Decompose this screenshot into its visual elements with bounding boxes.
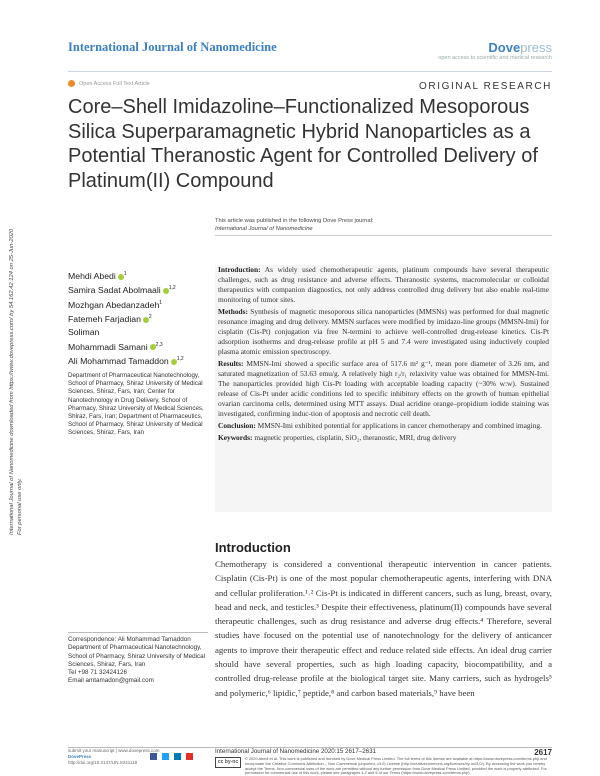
download-watermark <box>3 130 35 550</box>
correspondence-label: Correspondence: Ali Mohammad Tamaddon <box>68 636 191 643</box>
title-divider <box>215 235 552 236</box>
section-heading-introduction: Introduction <box>215 540 291 555</box>
open-access-label <box>68 80 150 87</box>
abstract-results: Results: MMSN-Imi showed a specific surface area of 517.6 m² g⁻¹, mean pore diameter of 3.26 nm, and saturated magnetization of 53.63 emu/g. A relatively high r₂/r₁ relaxivity value was obtained for MMSN-Imi. The nanoparticles provided high Cis-Pt loading with acceptable loading capacity (~30% w:w). Sustained release of Cis-Pt under acidic conditions led to specific inhibitory effects on the growth of human epithelial ovarian carcinoma cells, determined using MTT assays. Dual acridine orange–propidium iodide staining was investigated, confirming induc-tion of apoptosis and necrotic cell death. <box>218 359 549 418</box>
watermark-line-1: International Journal of Nanomedicine downloaded from https://www.dovepress.com/ by 54.162.42.124 on 25-Jun-2020 <box>9 228 15 535</box>
doi-link[interactable]: http://doi.org/10.2147/IJN.S241118 <box>68 760 138 765</box>
author[interactable]: Soliman <box>68 326 100 337</box>
author[interactable]: Mohammadi Samani $^{2,3}$ <box>68 341 163 352</box>
publisher-bold: Dove <box>488 40 521 55</box>
abstract-methods: Methods: Synthesis of magnetic mesoporous silica nanoparticles (MMSNs) was performed for dual magnetic resonance imaging and drug delivery. MMSN surfaces were modified by imidazo-line groups (MMSN-Imi) for cisplatin (Cis-Pt) conjugation via free N-termini to achieve well-controlled drug-release kinetics. Cis-Pt adsorption isotherms and drug-release profile at pH 5 and 7.4 were investigated using inductively coupled plasma atomic emission spectroscopy. <box>218 307 549 356</box>
social-icons <box>150 753 193 760</box>
introduction-body <box>215 557 552 700</box>
author[interactable]: Mehdi Abedi $^1$ <box>68 270 127 281</box>
footer-left <box>68 748 159 766</box>
twitter-icon[interactable] <box>162 753 169 760</box>
article-title: Core–Shell Imidazoline–Functionalized Mesoporous Silica Superparamagnetic Hybrid Nanoparticles as a Potential Theranostic Agent for Controlled Delivery of Platinum(II) Compound <box>68 96 538 192</box>
correspondence-address: Department of Pharmaceutical Nanotechnology, School of Pharmacy, Shiraz University of Medical Sciences, Shiraz, Fars, Iran <box>68 644 206 668</box>
header-divider <box>68 71 552 72</box>
correspondence-tel: Tel +98 71 32424126 <box>68 669 127 677</box>
publication-note-journal[interactable]: International Journal of Nanomedicine <box>215 226 313 232</box>
abstract-conclusion: Conclusion: MMSN-Imi exhibited potential for applications in cancer chemotherapy and combined imaging. <box>218 421 542 430</box>
cc-license-icon[interactable]: cc by-nc <box>215 757 241 768</box>
author[interactable]: Samira Sadat Abolmaali $^{1,2}$ <box>68 285 176 296</box>
intro-paragraph: Chemotherapy is considered a conventional therapeutic intervention in cancer patients. Cisplatin (Cis-Pt) is one of the most popular chemotherapeutic agents, interfering with DNA and cellular proliferation.¹˒² Cis-Pt is indicated in different cancers, such as lung, breast, ovary, head and neck, and testicles.³ Despite their effectiveness, platinum(II) compounds have several therapeutic challenges, such as drug resistance and adverse drug effects.⁴ Therefore, several studies have focused on the potential use of nanotechnology for the delivery of anticancer agents to improve their therapeutic effect and reduce related side effects. An ideal drug carrier should have several properties, such as high loading capacity, biocompatibility, and a controlled drug-release profile at the biological target site. Many carriers, such as hydrogels⁵ and polymeric,⁶ lipidic,⁷ peptide,⁸ and carbon based materials,⁹ have been <box>215 559 552 698</box>
publication-note-line: This article was published in the following Dove Press journal: <box>215 218 374 224</box>
affiliations: Department of Pharmaceutical Nanotechnology, School of Pharmacy, Shiraz University of Medical Sciences, Shiraz, Fars, Iran; Center for Nanotechnology in Drug Delivery, School of Pharmacy, Shiraz University of Medical Sciences, Shiraz, Fars, Iran; Department of Pharmaceutics, School of Pharmacy, Shiraz University of Medical Sciences, Shiraz, Fars, Iran <box>68 372 204 437</box>
author-list <box>68 268 184 368</box>
correspondence-block <box>68 632 208 686</box>
tagline-line: open access to scientific and medical research <box>438 55 552 61</box>
author[interactable]: Mozhgan Abedanzadeh$^1$ <box>68 299 163 310</box>
publisher-tagline <box>438 55 552 62</box>
abstract-box <box>215 265 552 512</box>
submit-link[interactable]: submit your manuscript | www.dovepress.com <box>68 748 160 753</box>
page-number: 2617 <box>534 748 552 757</box>
publication-note <box>215 217 374 233</box>
open-access-icon <box>68 80 75 87</box>
license-block <box>215 757 552 776</box>
publisher-light: press <box>520 40 552 55</box>
journal-name[interactable]: International Journal of Nanomedicine <box>68 40 277 54</box>
correspondence-divider <box>68 632 208 633</box>
abstract-keywords: Keywords: magnetic properties, cisplatin, SiO₂, theranostic, MRI, drug delivery <box>218 433 457 442</box>
license-text: © 2020 Abedi et al. This work is published and licensed by Dove Medical Press Limited. The full terms of this license are available at https://www.dovepress.com/terms.php and incorporate the Creative Commons Attribution – Non Commercial (unported, v3.0) License (http://creativecommons.org/licenses/by-nc/3.0/). By accessing the work you hereby accept the Terms. Non-commercial uses of the work are permitted without any further permission from Dove Medical Press Limited, provided the work is properly attributed. For permission for commercial use of this work, please see paragraphs 4.2 and 5 of our Terms (https://www.dovepress.com/terms.php). <box>245 756 547 776</box>
abstract-introduction: Introduction: As widely used chemotherapeutic agents, platinum compounds have several therapeutic challenges, such as drug resistance and adverse effects. Theranostic systems, macromolecular or colloidal therapeutics with companion diagnostics, not only address controlled drug delivery but also enable real-time monitoring of tumor sites. <box>218 265 549 304</box>
open-access-text: Open Access Full Text Article <box>79 80 150 87</box>
linkedin-icon[interactable] <box>174 753 181 760</box>
author[interactable]: Ali Mohammad Tamaddon $^{1,2}$ <box>68 355 184 366</box>
watermark-line-2: For personal use only. <box>17 478 23 535</box>
correspondence-email[interactable]: Email amtamadon@gmail.com <box>68 677 154 685</box>
youtube-icon[interactable] <box>186 753 193 760</box>
article-type: ORIGINAL RESEARCH <box>419 81 552 92</box>
author[interactable]: Fatemeh Farjadian $^2$ <box>68 314 152 325</box>
publisher-logo[interactable] <box>488 40 552 55</box>
facebook-icon[interactable] <box>150 753 157 760</box>
citation-line: International Journal of Nanomedicine 2020:15 2617–2631 <box>215 748 376 755</box>
dovepress-brand[interactable]: DovePress <box>68 754 92 759</box>
